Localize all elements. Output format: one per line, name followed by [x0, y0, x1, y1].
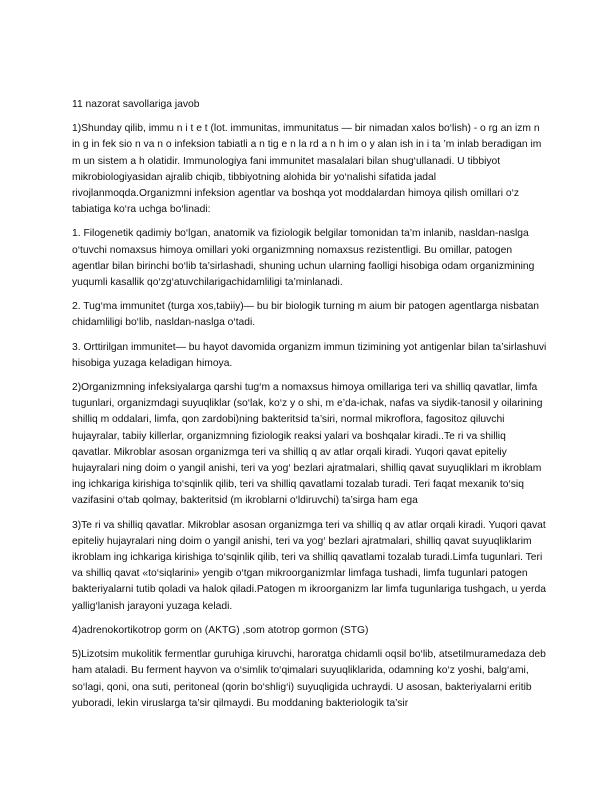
- document-title: 11 nazorat savollariga javob: [72, 99, 200, 110]
- document-page: [72, 97, 547, 720]
- paragraph-2: 1. Filogenetik qadimiy bo‘lgan, anatomik va fiziologik belgilar tomonidan ta’m inlanib, nasldan-naslga o‘tuvchi nomaxsus himoya omillari yoki organizmning nomaxsus rezistentligi. Bu omillar, patogen agentlar bilan birinchi bo‘lib ta’sirlashadi, shuning uchun ularning faolligi hisobiga odam organizmining yuqumli kasallik qo‘zg‘atuvchilarigachidamliligi ta’minlanadi.: [72, 228, 535, 289]
- paragraph-6: 3)Te ri va shilliq qavatlar. Mikroblar asosan organizmga teri va shilliq q av atlar orqali kiradi. Yuqori qavat epiteliy hujayralari ning doim o yangil anishi, teri va yog‘ bezlari ajratmalari, shilliq qavat suyuqliklarim ikroblam ing ichkariga kirishiga to‘sqinlik qilib, teri va shilliq qavatlami tozalab turadi.Limfa tugunlari. Teri va shilliq qavat «to‘siqlarini» yengib o‘tgan mikroorganizmlar limfaga tushadi, limfa tugunlari patogen bakteriyalarni tutib qoladi va halok qiladi.Patogen m ikroorganizm lar limfa tugunlariga tushgach, u yerda yallig‘lanish jarayoni yuzaga keladi.: [72, 519, 546, 612]
- paragraph-4: 3. Orttirilgan immunitet— bu hayot davomida organizm immun tizimining yot antigenlar bilan ta’sirlashuvi hisobiga yuzaga keladigan himoya.: [72, 341, 547, 369]
- paragraph-3: 2. Tug‘ma immunitet (turga xos,tabiiy)— bu bir biologik turning m aium bir patogen agentlarga nisbatan chidamliligi bo‘lib, nasldan-naslga o‘tadi.: [72, 301, 540, 329]
- paragraph-5: 2)Organizmning infeksiyalarga qarshi tug‘m a nomaxsus himoya omillariga teri va shilliq qavatlar, limfa tugunlari, organizmdagi suyuqliklar (so‘lak, ko‘z y o shi, m e’da-ichak, nafas va siydik-tanosil y oilarining shilliq m oddalari, limfa, qon zardobi)ning bakteritsid ta’siri, normal mikroflora, fagositoz qiluvchi hujayralar, tabiiy killerlar, organizmning fiziologik reaksi yalari va boshqalar kiradi..Te ri va shilliq qavatlar. Mikroblar asosan organizmga teri va shilliq q av atlar orqali kiradi. Yuqori qavat epiteliy hujayralari ning doim o yangil anishi, teri va yog‘ bezlari ajratmalari, shilliq qavat suyuqliklari m ikroblam ing ichkariga kirishiga to‘sqinlik qilib, teri va shilliq qavatlami tozalab turadi. Teri faqat mexanik to‘siq vazifasini o‘tab qolmay, bakteritsid (m ikroblarni o‘ldiruvchi) ta’sirga ham ega: [72, 382, 543, 507]
- paragraph-8: 5)Lizotsim mukolitik fermentlar guruhiga kiruvchi, haroratga chidamli oqsil bo‘lib, atsetilmuramedaza deb ham ataladi. Bu ferment hayvon va o‘simlik to‘qimalari suyuqliklarida, odamning ko‘z yoshi, balg‘ami, so‘lagi, qoni, ona suti, peritoneal (qorin bo‘shlig‘i) suyuqligida uchraydi. U asosan, bakteriyalarni eritib yuboradi, lekin viruslarga ta’sir qilmaydi. Bu moddaning bakteriologik ta’sir: [72, 649, 546, 709]
- paragraph-1: 1)Shunday qilib, immu n i t e t (lot. immunitas, immunitatus — bir nimadan xalos bo‘lish) - o rg an izm n in g in fek sio n va n o infeksion tabiatli a n tig e n la rd a n h im o y alan ish in i ta ’m inlab beradigan im m un sistem a h olatidir. Immunologiya fani immunitet masalalari bilan shug‘ullanadi. U tibbiyot mikrobiologiyasidan ajralib chiqib, tibbiyotning alohida bir yo‘nalishi sifatida jadal rivojlanmoqda.Organizmni infeksion agentlar va boshqa yot moddalardan himoya qilish omillari o‘z tabiatiga ko‘ra uchga bo‘linadi:: [72, 123, 542, 216]
- paragraph-7: 4)adrenokortikotrop gorm on (AKTG) ,som atotrop gormon (STG): [72, 624, 369, 636]
